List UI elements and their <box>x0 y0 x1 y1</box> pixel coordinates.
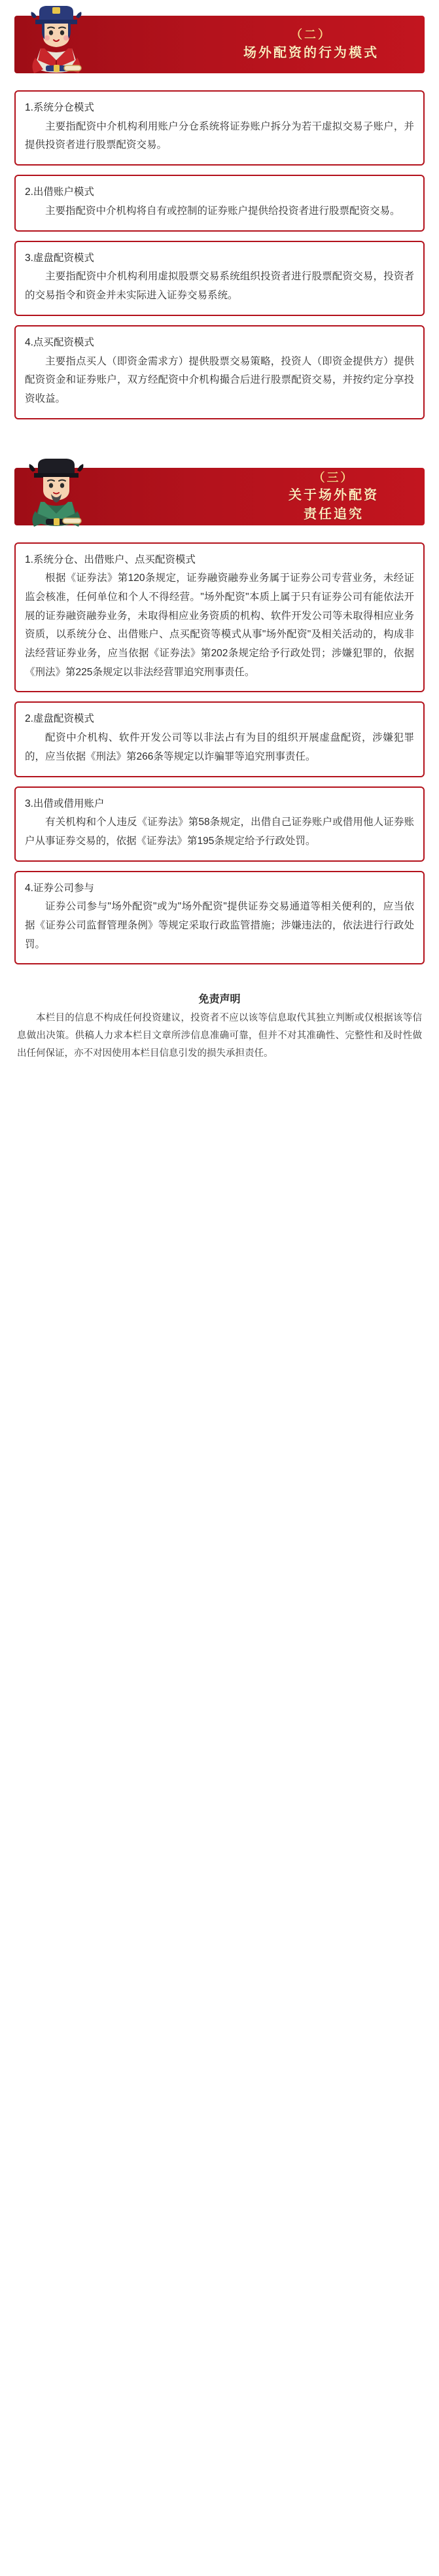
card-title: 1.系统分仓模式 <box>25 102 94 113</box>
official-character-icon <box>26 0 86 86</box>
card-body: 证券公司参与"场外配资"或为"场外配资"提供证券交易通道等相关便利的，应当依据《证券公司监督管理条例》等规定采取行政监管措施；涉嫌违法的，依法进行行政处罚。 <box>25 901 414 950</box>
section-divider <box>0 435 439 452</box>
section-two-header <box>0 0 439 86</box>
content-card <box>14 786 425 862</box>
content-card <box>14 871 425 965</box>
section-two-cards <box>0 90 439 419</box>
content-card <box>14 241 425 316</box>
official-character-icon <box>26 452 86 538</box>
content-card <box>14 542 425 693</box>
disclaimer-title: 免责声明 <box>198 994 241 1006</box>
content-card <box>14 90 425 166</box>
card-title: 3.虚盘配资模式 <box>25 252 94 264</box>
card-title: 2.虚盘配资模式 <box>25 713 94 725</box>
content-card <box>14 701 425 777</box>
card-body: 有关机构和个人违反《证券法》第58条规定，出借自己证券账户或借用他人证券账户从事证券交易的，依据《证券法》第195条规定给予行政处罚。 <box>25 817 414 847</box>
section-two-number: （二） <box>290 28 332 42</box>
disclaimer-section <box>0 980 439 1078</box>
card-body: 主要指点买人（即资金需求方）提供股票交易策略，投资人（即资金提供方）提供配资资金和证券账户，双方经配资中介机构撮合后进行股票配资交易，并按约定分享投资收益。 <box>25 355 414 404</box>
card-body: 配资中介机构、软件开发公司等以非法占有为目的组织开展虚盘配资，涉嫌犯罪的，应当依据《刑法》第266条等规定以诈骗罪等追究刑事责任。 <box>25 732 414 762</box>
card-title: 4.点买配资模式 <box>25 336 94 348</box>
section-two-title: 场外配资的行为模式 <box>243 45 379 60</box>
section-three-title-line1: 关于场外配资 <box>289 487 379 503</box>
card-title: 2.出借账户模式 <box>25 186 94 198</box>
section-three-header <box>0 452 439 538</box>
content-card <box>14 175 425 231</box>
section-three-banner-text <box>289 469 379 524</box>
article-page <box>0 0 439 1085</box>
section-two-banner-text <box>243 26 379 62</box>
section-three-cards <box>0 542 439 965</box>
card-body: 主要指配资中介机构利用虚拟股票交易系统组织投资者进行股票配资交易，投资者的交易指令和资金并未实际进入证券交易系统。 <box>25 271 414 302</box>
content-card <box>14 325 425 419</box>
card-body: 主要指配资中介机构利用账户分仓系统将证券账户拆分为若干虚拟交易子账户，并提供投资者进行股票配资交易。 <box>25 120 414 151</box>
section-three-number: （三） <box>313 470 355 484</box>
card-body: 根据《证券法》第120条规定，证券融资融券业务属于证券公司专营业务，未经证监会核准，任何单位和个人不得经营。"场外配资"本质上属于只有证券公司有能依法开展的证券融资融券业务，未取得相应业务资质的机构、软件开发公司等未取得相应业务资质，以系统分仓、出借账户、点买配资等模式从事"场外配资"及相关活动的，构成非法经营证券业务，应当依据《证券法》第202条规定给予行政处罚；涉嫌犯罪的，依据《刑法》第225条规定以非法经营罪追究刑事责任。 <box>25 573 414 678</box>
section-three-title-line2: 责任追究 <box>304 506 364 521</box>
section-two <box>0 0 439 435</box>
disclaimer-body: 本栏目的信息不构成任何投资建议，投资者不应以该等信息取代其独立判断或仅根据该等信息做出决策。供稿人力求本栏目文章所涉信息准确可靠，但并不对其准确性、完整性和及时性做出任何保证，亦不对因使用本栏目信息引发的损失承担责任。 <box>17 1013 422 1059</box>
section-three <box>0 452 439 981</box>
card-body: 主要指配资中介机构将自有或控制的证券账户提供给投资者进行股票配资交易。 <box>45 205 400 217</box>
card-title: 3.出借或借用账户 <box>25 798 105 809</box>
card-title: 4.证券公司参与 <box>25 882 94 894</box>
card-title: 1.系统分仓、出借账户、点买配资模式 <box>25 554 196 565</box>
